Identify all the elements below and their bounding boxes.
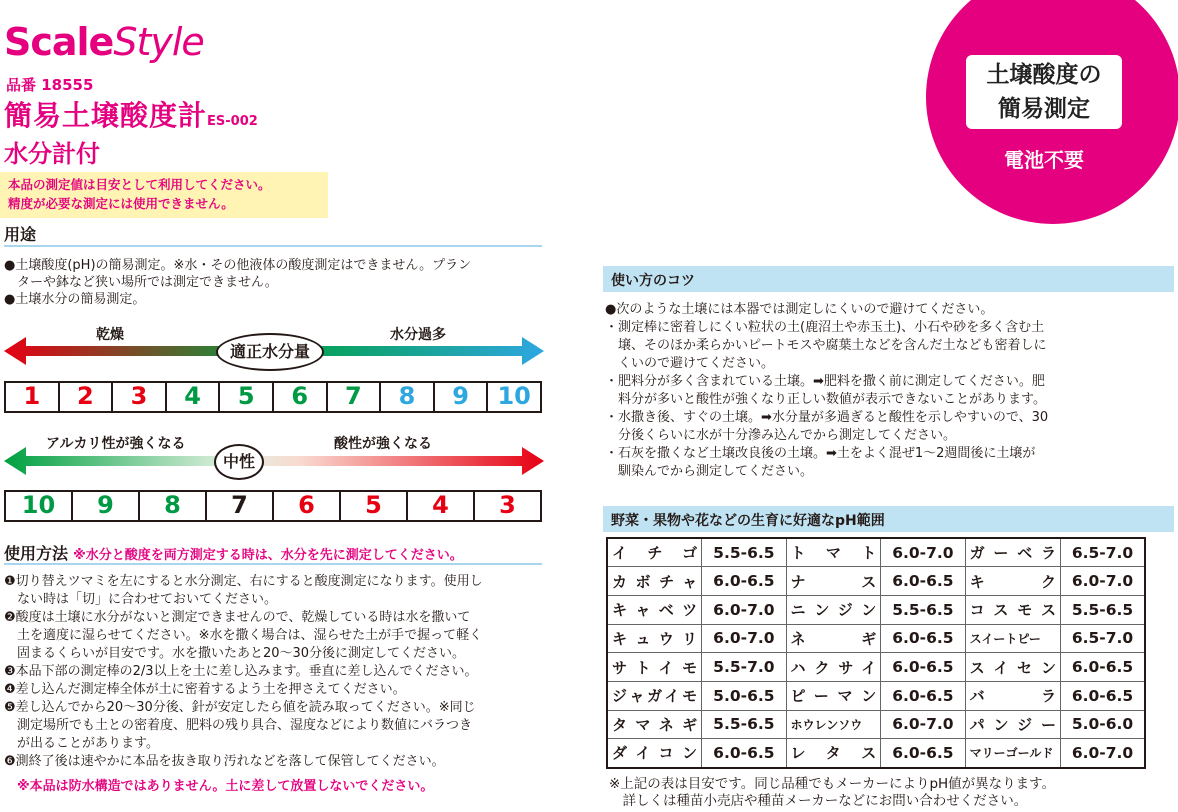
ph-value: 5.5-6.5: [702, 538, 786, 567]
plant-name: ネギ: [786, 624, 881, 653]
ph-value: 6.0-7.0: [881, 538, 965, 567]
plant-name: タマネギ: [607, 710, 702, 739]
scale-cell: 5: [339, 492, 406, 520]
plant-name: バラ: [965, 681, 1060, 710]
plant-name: キク: [965, 567, 1060, 596]
scale-cell: 10: [486, 383, 540, 411]
text-line: 分後くらいに水が十分滲み込んでから測定してください。: [605, 428, 957, 443]
text-line: 馴染んでから測定してください。: [605, 464, 814, 479]
scale-cell: 3: [473, 492, 540, 520]
accuracy-warning: 本品の測定値は目安として利用してください。 精度が必要な測定には使用できません。: [0, 172, 328, 218]
text-line: ❷酸度は土壌に水分がないと測定できませんので、乾燥している時は水を撒いて: [4, 610, 471, 625]
wet-label: 水分過多: [390, 327, 446, 343]
ph-value: 6.0-7.0: [881, 710, 965, 739]
text-line: くいので避けてください。: [605, 356, 775, 371]
scale-cell: 6: [272, 492, 339, 520]
plant-name: ピーマン: [786, 681, 881, 710]
tips-text: [605, 301, 1175, 481]
scale-cell: 1: [23, 382, 41, 410]
divider: [4, 245, 542, 247]
table-row: [607, 538, 1145, 567]
plant-name: ニンジン: [786, 595, 881, 624]
text-line: 壌、そのほか柔らかいピートモスや腐葉土などを含んだ土なども密着しに: [605, 338, 1047, 353]
ph-value: 6.0-6.5: [881, 624, 965, 653]
plant-name: スイセン: [965, 653, 1060, 682]
ph-value: 6.0-6.5: [881, 681, 965, 710]
ph-value: 5.5-6.5: [881, 595, 965, 624]
scale-cell: 10: [21, 491, 56, 519]
ph-value: 5.0-6.0: [1061, 710, 1145, 739]
text-line: ・水撒き後、すぐの土壌。➡水分量が多過ぎると酸性を示しやすいので、30: [605, 410, 1049, 425]
ph-value: 6.0-6.5: [881, 653, 965, 682]
plant-name: マリーゴールド: [965, 739, 1060, 768]
plant-name: イチゴ: [607, 538, 702, 567]
text-line: が出ることがあります。: [4, 736, 159, 751]
optimal-moisture-label: 適正水分量: [216, 333, 324, 371]
table-row: [607, 710, 1145, 739]
plant-name: スイートピー: [965, 624, 1060, 653]
text-line: ・肥料分が多く含まれている土壌。➡肥料を撒く前に測定してください。肥: [605, 374, 1045, 389]
usage-heading: 用途: [4, 225, 37, 244]
plant-name: カボチャ: [607, 567, 702, 596]
plant-name: ハクサイ: [786, 653, 881, 682]
plant-name: トマト: [786, 538, 881, 567]
text-line: ❸本品下部の測定棒の2/3以上を土に差し込みます。垂直に差し込んでください。: [4, 664, 478, 679]
text-line: ❺差し込んでから20～30分後、針が安定したら値を読み取ってください。※同じ: [4, 700, 476, 715]
scale-cell: 2: [58, 383, 112, 411]
ph-value: 6.0-6.5: [881, 739, 965, 768]
usage-text: ●土壌酸度(pH)の簡易測定。※水・その他液体の酸度測定はできません。プラン ターや鉢など狭い場所では測定できません。 ●土壌水分の簡易測定。: [4, 258, 472, 307]
plant-name: ホウレンソウ: [786, 710, 881, 739]
table-heading: 野菜・果物や花などの生育に好適なpH範囲: [603, 506, 1174, 532]
product-subtitle: 水分計付: [4, 140, 100, 168]
scale-cell: 9: [71, 492, 138, 520]
scale-cell: 4: [406, 492, 473, 520]
ph-value: 5.5-7.0: [702, 653, 786, 682]
howto-steps: [4, 573, 549, 771]
ph-value: 6.0-7.0: [702, 624, 786, 653]
ph-value: 6.0-6.5: [881, 567, 965, 596]
table-row: [607, 739, 1145, 768]
plant-name: ジャガイモ: [607, 681, 702, 710]
alkaline-label: アルカリ性が強くなる: [46, 436, 186, 452]
plant-name: ナス: [786, 567, 881, 596]
dry-label: 乾燥: [96, 327, 124, 343]
plant-name: ダイコン: [607, 739, 702, 768]
table-row: [607, 653, 1145, 682]
scale-cell: 8: [138, 492, 205, 520]
divider: [4, 563, 542, 565]
table-row: [607, 681, 1145, 710]
ph-value: 6.5-7.0: [1061, 538, 1145, 567]
text-line: ・測定棒に密着しにくい粒状の土(鹿沼土や赤玉土)、小石や砂を多く含む土: [605, 320, 1045, 335]
table-row: [607, 624, 1145, 653]
scale-cell: 9: [433, 383, 487, 411]
badge-sub: 電池不要: [1004, 148, 1084, 172]
scale-cell: 6: [272, 383, 326, 411]
table-footnote: ※上記の表は目安です。同じ品種でもメーカーによりpH値が異なります。 詳しくは種苗小売店や種苗メーカーなどにお問い合わせください。: [609, 776, 1056, 809]
ph-value: 6.0-6.5: [702, 739, 786, 768]
plant-name: キャベツ: [607, 595, 702, 624]
neutral-label: 中性: [214, 444, 264, 480]
howto-header: 使用方法 ※水分と酸度を両方測定する時は、水分を先に測定してください。: [4, 544, 463, 563]
product-title: 簡易土壌酸度計ES-002: [4, 99, 258, 132]
model-number: 品番 18555: [6, 76, 94, 94]
acidic-label: 酸性が強くなる: [334, 436, 432, 452]
brand-logo: ScaleStyle: [4, 20, 204, 64]
plant-name: ガーベラ: [965, 538, 1060, 567]
scale-cell: 3: [111, 383, 165, 411]
ph-value: 6.0-6.5: [702, 567, 786, 596]
text-line: ●次のような土壌には本器では測定しにくいので避けてください。: [605, 302, 994, 317]
tips-heading: 使い方のコツ: [603, 266, 1174, 292]
text-line: ❹差し込んだ測定棒全体が土に密着するよう土を押さえてください。: [4, 682, 406, 697]
scale-cell: 5: [218, 383, 272, 411]
ph-value: 6.0-7.0: [702, 595, 786, 624]
ph-value: 6.0-7.0: [1061, 567, 1145, 596]
scale-cell: 8: [379, 383, 433, 411]
text-line: 土を適度に湿らせてください。※水を撒く場合は、湿らせた土が手で握って軽く: [4, 628, 483, 643]
table-row: [607, 595, 1145, 624]
waterproof-warning: ※本品は防水構造ではありません。土に差して放置しないでください。: [4, 779, 434, 794]
ph-value: 5.5-6.5: [702, 710, 786, 739]
text-line: 固まるくらいが目安です。水を撒いたあと20～30分後に測定してください。: [4, 646, 466, 661]
plant-name: レタス: [786, 739, 881, 768]
plant-name: サトイモ: [607, 653, 702, 682]
ph-arrow: [4, 444, 544, 478]
plant-name: コスモス: [965, 595, 1060, 624]
badge-label: 土壌酸度の 簡易測定: [966, 55, 1122, 129]
moisture-scale: [4, 381, 542, 413]
ph-value: 6.5-7.0: [1061, 624, 1145, 653]
scale-cell: 4: [165, 383, 219, 411]
ph-range-table: [606, 537, 1146, 769]
table-row: [607, 567, 1145, 596]
text-line: ❻測終了後は速やかに本品を抜き取り汚れなどを落して保管してください。: [4, 754, 445, 769]
text-line: ない時は「切」に合わせておいてください。: [4, 592, 278, 607]
text-line: ・石灰を撒くなど土壌改良後の土壌。➡土をよく混ぜ1～2週間後に土壌が: [605, 446, 1036, 461]
ph-value: 5.0-6.5: [702, 681, 786, 710]
text-line: 料分が多いと酸性が強くなり正しい数値が表示できないことがあります。: [605, 392, 1046, 407]
ph-value: 6.0-6.5: [1061, 681, 1145, 710]
ph-value: 5.5-6.5: [1061, 595, 1145, 624]
text-line: ❶切り替えツマミを左にすると水分測定、右にすると酸度測定になります。使用し: [4, 574, 483, 589]
ph-scale: [4, 490, 542, 522]
ph-value: 6.0-6.5: [1061, 653, 1145, 682]
scale-cell: 7: [326, 383, 380, 411]
plant-name: パンジー: [965, 710, 1060, 739]
text-line: 測定場所でも土との密着度、肥料の残り具合、湿度などにより数値にバラつき: [4, 718, 473, 733]
scale-cell: 7: [205, 492, 272, 520]
plant-name: キュウリ: [607, 624, 702, 653]
ph-value: 6.0-7.0: [1061, 739, 1145, 768]
